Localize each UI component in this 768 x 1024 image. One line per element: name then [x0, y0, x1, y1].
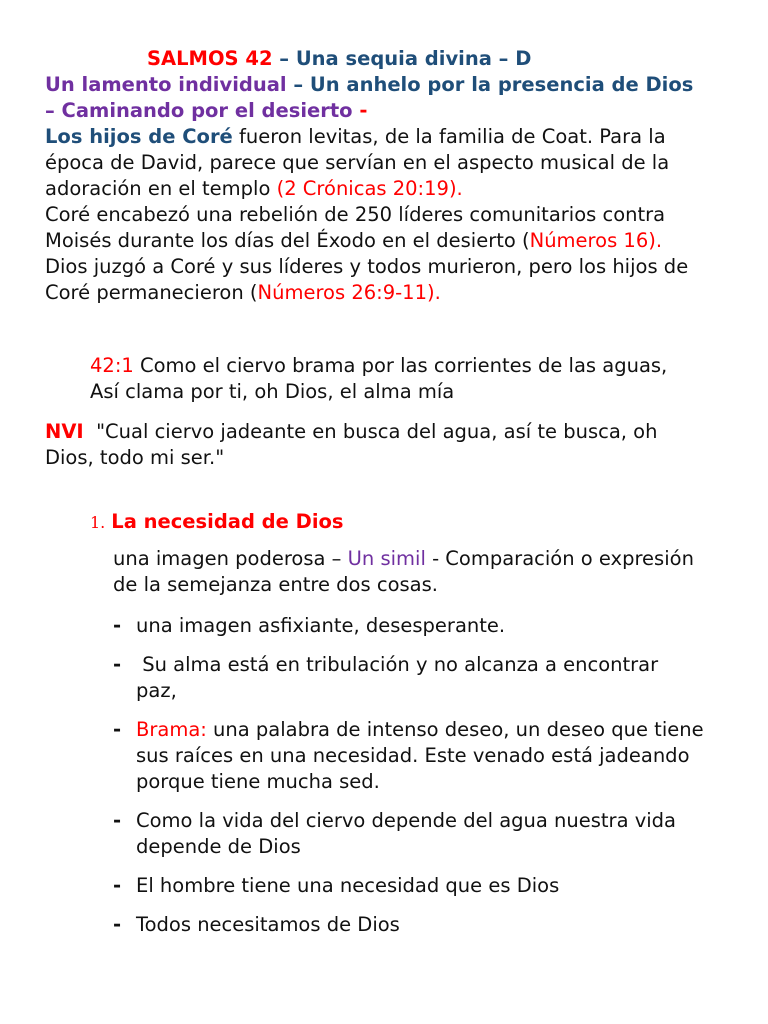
dash-bullet-icon: - [113, 653, 122, 676]
nvi-line-1: "Cual ciervo jadeante en busca del agua, así te busca, oh [83, 420, 658, 443]
brama-term: Brama: [136, 718, 207, 741]
list-item [113, 808, 704, 860]
verse-block [90, 353, 667, 405]
title-book: SALMOS 42 [147, 47, 273, 70]
bullet-text: sus raíces en una necesidad. Este venado está jadeando [136, 744, 690, 767]
bullet-text: depende de Dios [136, 835, 301, 858]
dash-bullet-icon: - [113, 614, 122, 637]
intro-paragraph [45, 124, 745, 306]
bullet-text: una palabra de intenso deseo, un deseo que tiene [206, 718, 704, 741]
section-1-intro [113, 546, 694, 598]
intro-line-5: Moisés durante los días del Éxodo en el desierto ( [45, 229, 530, 252]
page-title [45, 46, 745, 72]
bullet-text: Como la vida del ciervo depende del agua nuestra vida [136, 809, 677, 832]
bullet-text: Todos necesitamos de Dios [136, 913, 400, 936]
intro-line-2: época de David, parece que servían en el aspecto musical de la [45, 151, 670, 174]
intro-line-6: Dios juzgó a Coré y sus líderes y todos murieron, pero los hijos de [45, 255, 689, 278]
nvi-block [45, 419, 735, 471]
list-item [113, 613, 704, 639]
dash-bullet-icon: - [113, 718, 122, 741]
list-item [113, 652, 704, 704]
lament-label: Un lamento individual [45, 73, 287, 96]
sons-of-kore: Los hijos de Coré [45, 125, 233, 148]
simil-intro-a: una imagen poderosa – [113, 547, 348, 570]
bullet-text: Su alma está en tribulación y no alcanza a encontrar [136, 653, 659, 676]
title-subtitle: Una sequia divina – D [295, 47, 532, 70]
bullet-list [113, 613, 704, 938]
bullet-text: paz, [136, 679, 177, 702]
simil-term: Un simil [347, 547, 426, 570]
dash-bullet-icon: - [113, 809, 122, 832]
intro-line-7: Coré permanecieron ( [45, 281, 258, 304]
bullet-text: El hombre tiene una necesidad que es Dios [136, 874, 560, 897]
ref-cronicas: (2 Crónicas 20:19). [276, 177, 463, 200]
desert-dash: - [359, 99, 368, 122]
simil-intro-line-2: de la semejanza entre dos cosas. [113, 573, 438, 596]
subtitle-line-3 [45, 98, 745, 124]
bullet-text: porque tiene mucha sed. [136, 770, 380, 793]
section-1-heading [90, 509, 344, 536]
bullet-text: una imagen asfixiante, desesperante. [136, 614, 506, 637]
simil-intro-b: - Comparación o expresión [425, 547, 694, 570]
longing-label: – Un anhelo por la presencia de Dios [286, 73, 694, 96]
desert-label: – Caminando por el desierto [45, 99, 360, 122]
verse-line-1: Como el ciervo brama por las corrientes de las aguas, [133, 354, 668, 377]
section-title: La necesidad de Dios [111, 510, 344, 533]
document-header [45, 46, 745, 306]
list-item [113, 912, 704, 938]
dash-bullet-icon: - [113, 874, 122, 897]
nvi-line-2: Dios, todo mi ser." [45, 446, 225, 469]
intro-line-3: adoración en el templo [45, 177, 277, 200]
nvi-label: NVI [45, 420, 84, 443]
intro-line-4: Coré encabezó una rebelión de 250 líderes comunitarios contra [45, 203, 666, 226]
verse-ref: 42:1 [90, 354, 134, 377]
list-item [113, 873, 704, 899]
section-number: 1. [90, 513, 106, 532]
verse-line-2: Así clama por ti, oh Dios, el alma mía [90, 380, 455, 403]
intro-line-1: fueron levitas, de la familia de Coat. Para la [232, 125, 666, 148]
list-item [113, 717, 704, 795]
title-separator: – [272, 47, 296, 70]
ref-numeros-26: Números 26:9-11). [257, 281, 441, 304]
ref-numeros-16: Números 16). [529, 229, 663, 252]
subtitle-line-2 [45, 72, 745, 98]
dash-bullet-icon: - [113, 913, 122, 936]
